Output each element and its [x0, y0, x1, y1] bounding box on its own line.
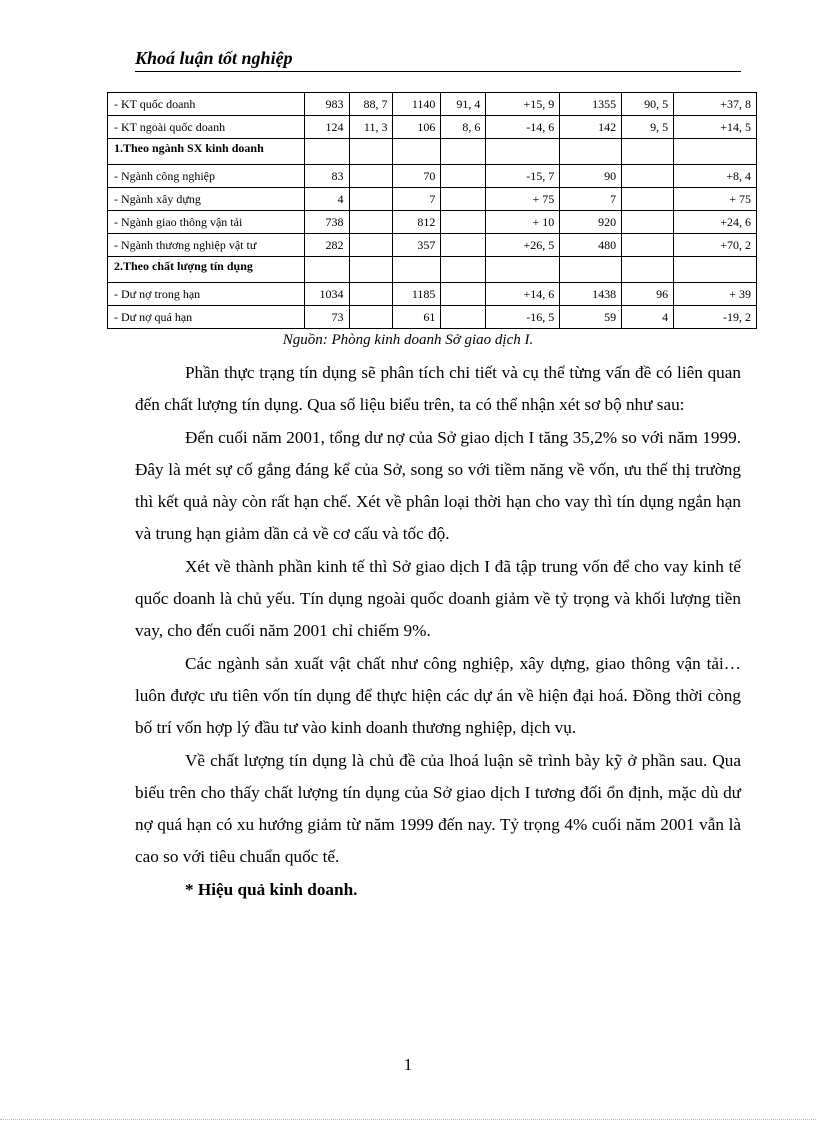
table-cell: -16, 5: [486, 306, 560, 329]
table-cell: [349, 234, 393, 257]
table-cell: [441, 165, 486, 188]
row-label: - KT ngoài quốc doanh: [108, 116, 305, 139]
table-cell: 282: [304, 234, 349, 257]
table-cell: [674, 139, 757, 165]
table-cell: -14, 6: [486, 116, 560, 139]
table-cell: 4: [304, 188, 349, 211]
row-label: - Ngành công nghiệp: [108, 165, 305, 188]
table-cell: 90: [560, 165, 622, 188]
row-label: - Ngành xây dựng: [108, 188, 305, 211]
table-cell: [393, 257, 441, 283]
table-cell: [441, 283, 486, 306]
table-cell: [349, 139, 393, 165]
credit-table: [107, 92, 757, 329]
paragraph: Về chất lượng tín dụng là chủ đề của lhoá luận sẽ trình bày kỹ ở phần sau. Qua biểu trên cho thấy chất lượng tín dụng của Sở giao dịch I tương đối ổn định, mặc dù dư nợ quá hạn có xu hướng giảm từ năm 1999 đến nay. Tỷ trọng 4% cuối năm 2001 vẫn là cao so với tiêu chuẩn quốc tế.: [135, 750, 741, 867]
page-bottom-divider: [0, 1119, 816, 1120]
table-source: Nguồn: Phòng kinh doanh Sở giao dịch I.: [282, 332, 534, 348]
table-cell: +15, 9: [486, 93, 560, 116]
table-cell: [441, 257, 486, 283]
row-label: - Ngành thương nghiệp vật tư: [108, 234, 305, 257]
row-label: 2.Theo chất lượng tín dụng: [108, 257, 305, 283]
table-cell: +14, 5: [674, 116, 757, 139]
table-row: [108, 283, 757, 306]
page-number: 1: [403, 1055, 413, 1074]
table-cell: [560, 257, 622, 283]
table-cell: +14, 6: [486, 283, 560, 306]
table-cell: [441, 234, 486, 257]
table-cell: [622, 139, 674, 165]
table-cell: 1355: [560, 93, 622, 116]
table-row: [108, 211, 757, 234]
table-cell: 480: [560, 234, 622, 257]
table-cell: [486, 257, 560, 283]
table-cell: 70: [393, 165, 441, 188]
table-cell: [349, 283, 393, 306]
table-cell: 7: [393, 188, 441, 211]
table-cell: 88, 7: [349, 93, 393, 116]
table-cell: +70, 2: [674, 234, 757, 257]
paragraph: Các ngành sản xuất vật chất như công nghiệp, xây dựng, giao thông vận tải… luôn được ưu tiên vốn tín dụng để thực hiện các dự án về hiện đại hoá. Đồng thời còng bố trí vốn hợp lý đầu tư vào kinh doanh thương nghiệp, dịch vụ.: [135, 653, 741, 738]
paragraph: Phần thực trạng tín dụng sẽ phân tích chi tiết và cụ thể từng vấn đề có liên quan đến chất lượng tín dụng. Qua số liệu biểu trên, ta có thể nhận xét sơ bộ như sau:: [135, 363, 741, 415]
table-cell: [622, 188, 674, 211]
table-cell: [441, 211, 486, 234]
table-cell: [622, 257, 674, 283]
row-label: - KT quốc doanh: [108, 93, 305, 116]
table-cell: 1034: [304, 283, 349, 306]
table-cell: [349, 165, 393, 188]
table-cell: +26, 5: [486, 234, 560, 257]
table-row: [108, 306, 757, 329]
table-row: [108, 165, 757, 188]
table-cell: 1438: [560, 283, 622, 306]
paragraph: Xét về thành phần kinh tế thì Sở giao dịch I đã tập trung vốn để cho vay kinh tế quốc doanh là chủ yếu. Tín dụng ngoài quốc doanh giảm về tỷ trọng và khối lượng tiền vay, cho đến cuối năm 2001 chỉ chiếm 9%.: [135, 556, 741, 641]
table-cell: [349, 306, 393, 329]
table-section-row: [108, 257, 757, 283]
table-cell: 106: [393, 116, 441, 139]
section-heading: * Hiệu quả kinh doanh.: [185, 879, 358, 899]
table-cell: [441, 139, 486, 165]
table-cell: + 10: [486, 211, 560, 234]
table-row: [108, 93, 757, 116]
table-row: [108, 116, 757, 139]
page-header: [135, 47, 741, 72]
table-cell: 983: [304, 93, 349, 116]
table-cell: [674, 257, 757, 283]
table-cell: [441, 306, 486, 329]
table-cell: -15, 7: [486, 165, 560, 188]
table-cell: 91, 4: [441, 93, 486, 116]
table-cell: [304, 139, 349, 165]
table-cell: [622, 234, 674, 257]
table-cell: [304, 257, 349, 283]
row-label: - Dư nợ quá hạn: [108, 306, 305, 329]
table-row: [108, 234, 757, 257]
table-cell: 812: [393, 211, 441, 234]
table-row: [108, 188, 757, 211]
row-label: 1.Theo ngành SX kinh doanh: [108, 139, 305, 165]
table-cell: [441, 188, 486, 211]
table-cell: 96: [622, 283, 674, 306]
row-label: - Dư nợ trong hạn: [108, 283, 305, 306]
table-cell: -19, 2: [674, 306, 757, 329]
table-cell: +24, 6: [674, 211, 757, 234]
header-title: Khoá luận tốt nghiệp: [135, 48, 293, 68]
table-cell: + 75: [674, 188, 757, 211]
table-cell: 59: [560, 306, 622, 329]
table-cell: [349, 188, 393, 211]
table-cell: 83: [304, 165, 349, 188]
table-cell: 7: [560, 188, 622, 211]
table-cell: [560, 139, 622, 165]
table-cell: [622, 211, 674, 234]
table-cell: 61: [393, 306, 441, 329]
table-cell: 920: [560, 211, 622, 234]
table-section-row: [108, 139, 757, 165]
table-cell: +37, 8: [674, 93, 757, 116]
table-cell: 90, 5: [622, 93, 674, 116]
table-cell: 8, 6: [441, 116, 486, 139]
table-cell: [349, 257, 393, 283]
table-cell: + 75: [486, 188, 560, 211]
table-cell: [486, 139, 560, 165]
table-cell: + 39: [674, 283, 757, 306]
table-cell: 142: [560, 116, 622, 139]
table-cell: +8, 4: [674, 165, 757, 188]
table-cell: 9, 5: [622, 116, 674, 139]
table-cell: 1140: [393, 93, 441, 116]
table-cell: 124: [304, 116, 349, 139]
table-cell: [349, 211, 393, 234]
table-cell: 357: [393, 234, 441, 257]
table-cell: [393, 139, 441, 165]
table-cell: 11, 3: [349, 116, 393, 139]
table-cell: [622, 165, 674, 188]
table-cell: 73: [304, 306, 349, 329]
row-label: - Ngành giao thông vận tải: [108, 211, 305, 234]
table-cell: 1185: [393, 283, 441, 306]
body-text: [135, 357, 741, 906]
paragraph: Đến cuối năm 2001, tổng dư nợ của Sở giao dịch I tăng 35,2% so với năm 1999. Đây là mét sự cố gắng đáng kể của Sở, song so với tiềm năng về vốn, ưu thế thị trường thì kết quả này còn rất hạn chế. Xét về phân loại thời hạn cho vay thì tín dụng ngắn hạn và trung hạn giảm dần cả về cơ cấu và tốc độ.: [135, 427, 741, 544]
table-cell: 4: [622, 306, 674, 329]
table-cell: 738: [304, 211, 349, 234]
